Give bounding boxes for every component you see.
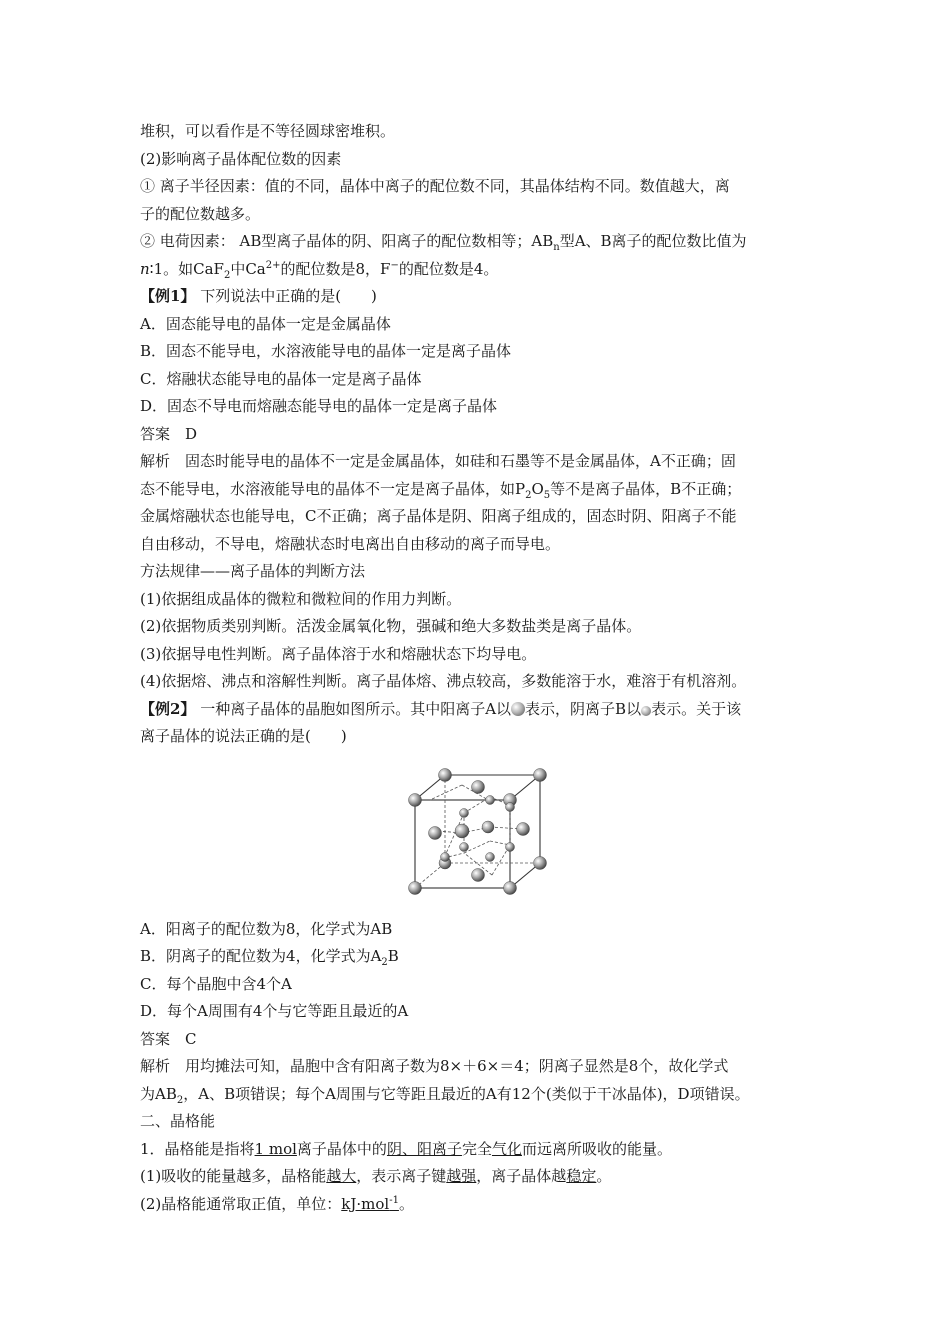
underlined-term: 越大	[326, 1167, 357, 1185]
anion-ball-icon	[641, 706, 651, 716]
example-2-option-b	[140, 943, 820, 971]
intro-line-5	[140, 228, 820, 256]
text: 中Ca	[230, 259, 266, 278]
subscript: 2	[176, 1094, 184, 1106]
unit	[341, 1195, 399, 1213]
example-1-option-b: B．固态不能导电，水溶液能导电的晶体一定是离子晶体	[140, 342, 512, 360]
subscript: 5	[543, 489, 551, 501]
document-page	[140, 118, 820, 1218]
example-1-question	[140, 283, 820, 311]
lattice-heading: 二、晶格能	[140, 1112, 216, 1130]
text: B	[387, 947, 399, 965]
subscript: 2	[525, 489, 532, 501]
lattice-line-1	[140, 1136, 820, 1164]
example-label: 【例1】	[140, 287, 196, 305]
example-2-option-a: A．阳离子的配位数为8，化学式为AB	[140, 919, 393, 938]
example-2-answer: 答案 C	[140, 1029, 197, 1048]
example-1-analysis-4: 自由移动，不导电，熔融状态时电离出自由移动的离子而导电。	[140, 534, 561, 553]
example-2-option-d: D．每个A周围有4个与它等距且最近的A	[140, 1002, 409, 1020]
underlined-term: 气化	[491, 1139, 522, 1158]
text: 等不是离子晶体，B不正确；	[550, 479, 742, 498]
method-item-3: (3)依据导电性判断。离子晶体溶于水和熔融状态下均导电。	[140, 644, 537, 663]
unit-text: kJ·mol	[341, 1194, 390, 1213]
superscript: -1	[389, 1194, 399, 1206]
example-1-option-c: C．熔融状态能导电的晶体一定是离子晶体	[140, 369, 422, 388]
example-2-analysis-2	[140, 1081, 820, 1109]
lattice-line-2	[140, 1163, 820, 1191]
text: ，A、B项错误；每个A周围与它等距且最近的A有12个(类似于干冰晶体)，D项错误。	[183, 1084, 750, 1103]
text: 为AB	[140, 1084, 177, 1103]
example-1-analysis-3: 金属熔融状态也能导电，C不正确；离子晶体是阴、阳离子组成的，固态时阴、阳离子不能	[140, 507, 737, 525]
example-2-question-1	[140, 696, 820, 724]
text: ，表示离子键	[356, 1167, 447, 1185]
text: 。	[398, 1194, 414, 1213]
text: 而远离所吸收的能量。	[521, 1139, 672, 1158]
text: 表示，阴离子B以	[525, 699, 642, 718]
intro-line-1: 堆积，可以看作是不等径圆球密堆积。	[140, 122, 396, 140]
text: ② 电荷因素： AB型离子晶体的阴、阳离子的配位数相等；AB	[140, 232, 554, 250]
method-item-2: (2)依据物质类别判断。活泼金属氧化物，强碱和绝大多数盐类是离子晶体。	[140, 617, 642, 635]
intro-line-3: ① 离子半径因素：值的不同，晶体中离子的配位数不同，其晶体结构不同。数值越大，离	[140, 177, 730, 195]
text: 的配位数是8，F	[280, 259, 391, 278]
method-item-1: (1)依据组成晶体的微粒和微粒间的作用力判断。	[140, 589, 462, 608]
intro-line-6	[140, 256, 820, 284]
subscript: 2	[381, 957, 388, 968]
example-label: 【例2】	[140, 699, 196, 718]
underlined-term: 稳定	[566, 1167, 597, 1185]
superscript: 2+	[265, 259, 281, 271]
text: 离子晶体中的	[296, 1139, 387, 1158]
cation-ball-icon	[511, 702, 525, 716]
underlined-term: 阴、阳离子	[386, 1139, 462, 1158]
text: (1)吸收的能量越多，晶格能	[140, 1167, 327, 1185]
example-2-analysis-1: 解析 用均摊法可知，晶胞中含有阳离子数为8×＋6×＝4；阴离子显然是8个，故化学式	[140, 1057, 729, 1075]
method-item-4: (4)依据熔、沸点和溶解性判断。离子晶体熔、沸点较高，多数能溶于水，难溶于有机溶剂。	[140, 672, 747, 690]
text: 态不能导电，水溶液能导电的晶体不一定是离子晶体，如P	[140, 479, 526, 498]
subscript: 2	[223, 269, 231, 281]
method-title: 方法规律——离子晶体的判断方法	[140, 562, 366, 580]
text: B．阴离子的配位数为4，化学式为A	[140, 947, 382, 965]
text: 。	[596, 1167, 612, 1185]
example-1-answer: 答案 D	[140, 424, 198, 443]
text: ，离子晶体越	[476, 1167, 567, 1185]
text: 一种离子晶体的晶胞如图所示。其中阳离子A以	[195, 699, 512, 718]
text: (2)晶格能通常取正值，单位：	[140, 1194, 342, 1213]
example-1-option-d: D．固态不导电而熔融态能导电的晶体一定是离子晶体	[140, 397, 498, 415]
underlined-term: 1 mol	[254, 1139, 297, 1158]
superscript: −	[390, 259, 399, 271]
underlined-term: 越强	[446, 1167, 477, 1185]
italic-n: n	[140, 259, 150, 278]
intro-line-4: 子的配位数越多。	[140, 204, 261, 223]
subscript: n	[553, 242, 560, 253]
example-2-option-c: C．每个晶胞中含4个A	[140, 974, 292, 993]
text: 1．晶格能是指将	[140, 1139, 255, 1158]
crystal-unit-cell-figure	[400, 765, 550, 897]
text: ∶1。如CaF	[149, 259, 224, 278]
intro-line-2: (2)影响离子晶体配位数的因素	[140, 149, 342, 168]
text: 表示。关于该	[651, 699, 742, 718]
example-1-analysis-2	[140, 476, 820, 504]
example-1-option-a: A．固态能导电的晶体一定是金属晶体	[140, 314, 391, 333]
example-1-analysis-1: 解析 固态时能导电的晶体不一定是金属晶体，如硅和石墨等不是金属晶体，A不正确；固	[140, 452, 736, 470]
lattice-line-3	[140, 1191, 820, 1219]
example-2-question-2: 离子晶体的说法正确的是( )	[140, 727, 347, 745]
question-text: 下列说法中正确的是( )	[195, 287, 377, 305]
text: 型A、B离子的配位数比值为	[559, 232, 747, 250]
text: 完全	[461, 1139, 492, 1158]
text: O	[531, 479, 544, 498]
text: 的配位数是4。	[398, 259, 499, 278]
